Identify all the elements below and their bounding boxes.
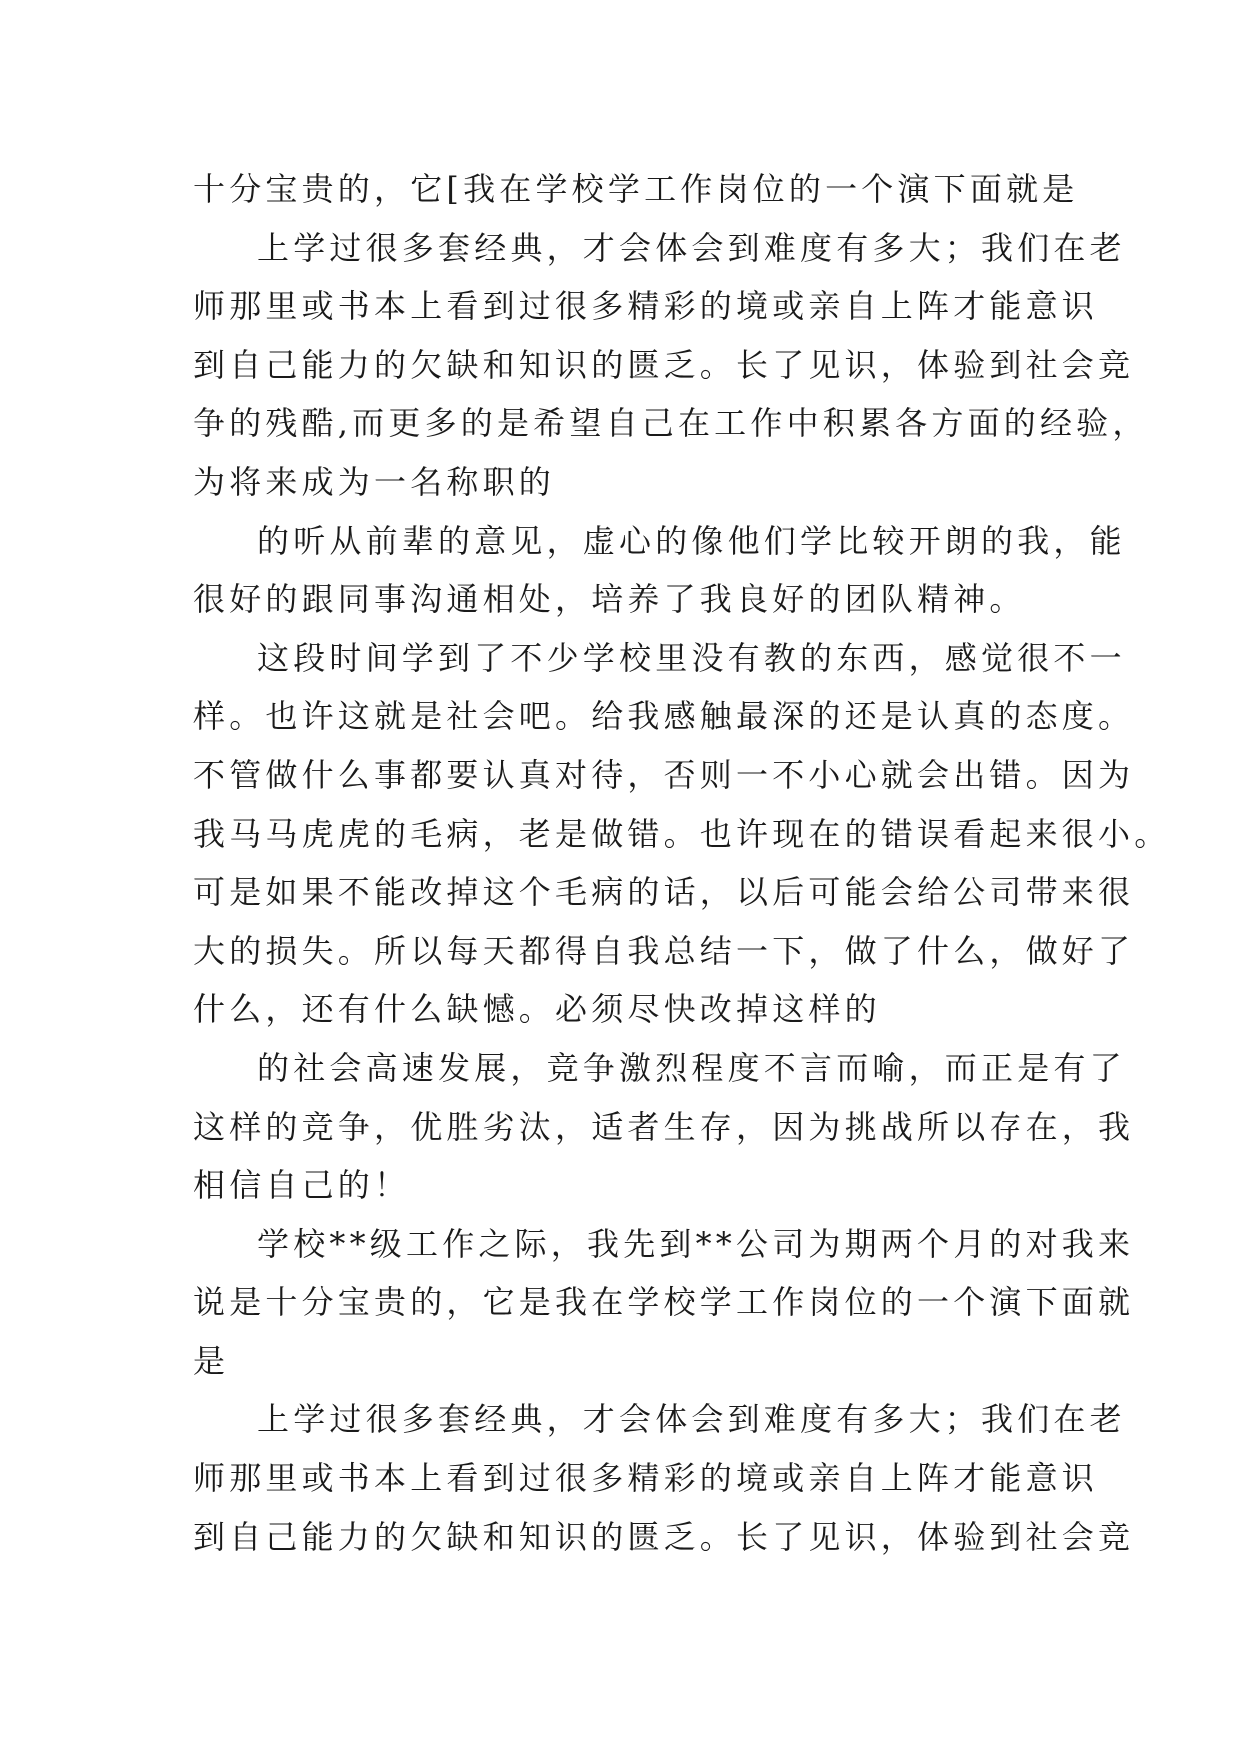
text-line: 的社会高速发展，竞争激烈程度不言而喻，而正是有了 (257, 1048, 1126, 1087)
text-line: 是 (193, 1341, 230, 1380)
text-line: 不管做什么事都要认真对待，否则一不小心就会出错。因为 (193, 755, 1135, 794)
text-line: 什么，还有什么缺憾。必须尽快改掉这样的 (193, 990, 881, 1029)
text-line: 为将来成为一名称职的 (193, 462, 556, 501)
text-line: 上学过很多套经典，才会体会到难度有多大；我们在老 (257, 1400, 1126, 1439)
text-line: 的听从前辈的意见，虚心的像他们学比较开朗的我，能 (257, 521, 1126, 560)
text-line: 到自己能力的欠缺和知识的匮乏。长了见识，体验到社会竞 (193, 345, 1135, 384)
text-line: 到自己能力的欠缺和知识的匮乏。长了见识，体验到社会竞 (193, 1517, 1135, 1556)
text-line: 我马马虎虎的毛病，老是做错。也许现在的错误看起来很小。 (193, 814, 1171, 853)
text-line: 学校**级工作之际，我先到**公司为期两个月的对我来 (257, 1224, 1135, 1263)
text-line: 样。也许这就是社会吧。给我感触最深的还是认真的态度。 (193, 697, 1135, 736)
text-line: 大的损失。所以每天都得自我总结一下，做了什么，做好了 (193, 931, 1135, 970)
text-line: 师那里或书本上看到过很多精彩的境或亲自上阵才能意识 (193, 287, 1099, 326)
text-line: 这样的竞争，优胜劣汰，适者生存，因为挑战所以存在，我 (193, 1107, 1135, 1146)
text-line: 上学过很多套经典，才会体会到难度有多大；我们在老 (257, 228, 1126, 267)
document-body (193, 160, 1171, 1566)
text-line: 很好的跟同事沟通相处，培养了我良好的团队精神。 (193, 580, 1026, 619)
text-line: 这段时间学到了不少学校里没有教的东西，感觉很不一 (257, 638, 1126, 677)
text-line: 争的残酷,而更多的是希望自己在工作中积累各方面的经验， (193, 404, 1149, 443)
text-line: 十分宝贵的，它[我在学校学工作岗位的一个演下面就是 (193, 170, 1079, 208)
text-line: 相信自己的！ (193, 1166, 411, 1205)
text-line: 可是如果不能改掉这个毛病的话，以后可能会给公司带来很 (193, 873, 1135, 912)
text-line: 师那里或书本上看到过很多精彩的境或亲自上阵才能意识 (193, 1459, 1099, 1498)
text-line: 说是十分宝贵的，它是我在学校学工作岗位的一个演下面就 (193, 1283, 1135, 1322)
